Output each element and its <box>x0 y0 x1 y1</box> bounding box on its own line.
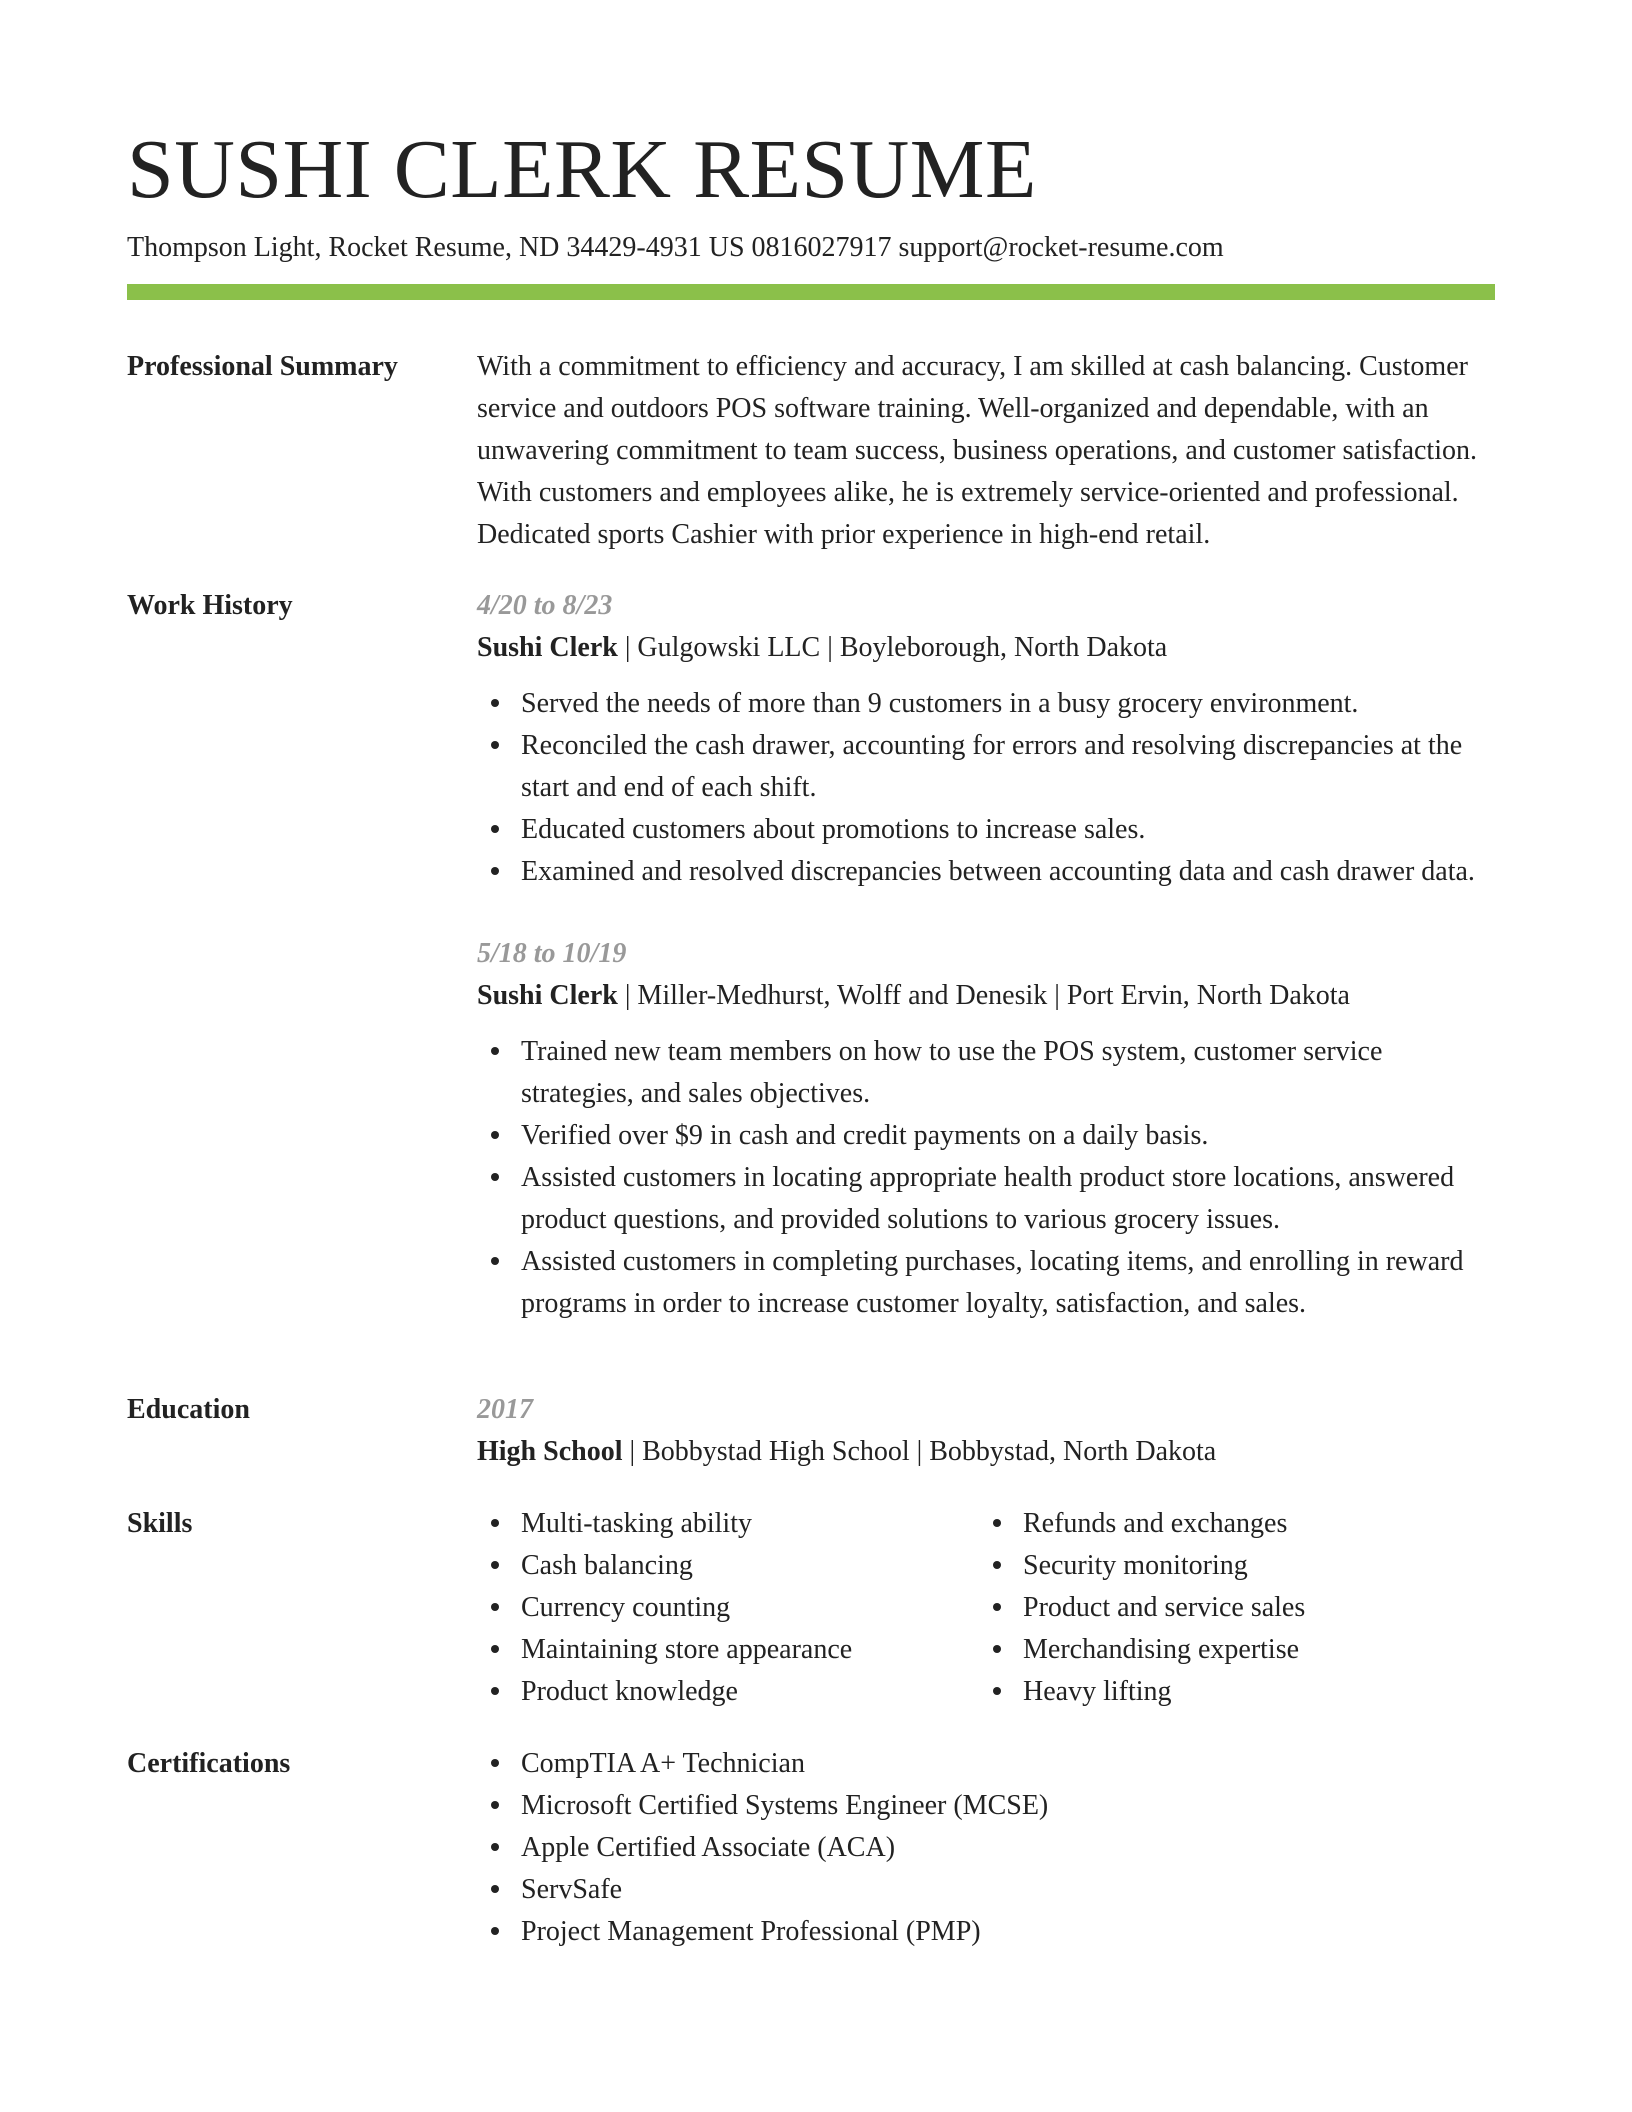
job-entry <box>477 933 1497 1325</box>
job-bullet: Assisted customers in completing purchases, locating items, and enrolling in reward programs in order to increase customer loyalty, satisfaction, and sales. <box>477 1241 1497 1325</box>
skill-item: Security monitoring <box>979 1545 1481 1587</box>
job-details: | Miller-Medhurst, Wolff and Denesik | Port Ervin, North Dakota <box>617 980 1350 1011</box>
skill-item: Maintaining store appearance <box>477 1629 979 1671</box>
skill-item: Heavy lifting <box>979 1671 1481 1713</box>
contact-line <box>127 230 1224 266</box>
education-line <box>477 1431 1497 1473</box>
job-bullet: Trained new team members on how to use the POS system, customer service strategies, and sales objectives. <box>477 1031 1497 1115</box>
education-body <box>477 1389 1497 1473</box>
job-dates: 5/18 to 10/19 <box>477 938 627 969</box>
skill-item: Refunds and exchanges <box>979 1503 1481 1545</box>
resume-title: SUSHI CLERK RESUME <box>127 123 1037 216</box>
skills-label: Skills <box>127 1508 193 1539</box>
skill-item: Currency counting <box>477 1587 979 1629</box>
education-degree: High School <box>477 1436 623 1467</box>
job-bullets <box>477 683 1497 893</box>
job-bullets <box>477 1031 1497 1325</box>
skills-body <box>477 1503 1497 1713</box>
contact-email: support@rocket-resume.com <box>898 232 1224 263</box>
certification-item: Microsoft Certified Systems Engineer (MCSE) <box>477 1785 1497 1827</box>
job-bullet: Verified over $9 in cash and credit payments on a daily basis. <box>477 1115 1497 1157</box>
job-title: Sushi Clerk <box>477 632 618 663</box>
certification-item: CompTIA A+ Technician <box>477 1743 1497 1785</box>
job-bullet: Served the needs of more than 9 customers in a busy grocery environment. <box>477 683 1497 725</box>
header-divider <box>127 284 1495 300</box>
skill-item: Product and service sales <box>979 1587 1481 1629</box>
job-title-line <box>477 627 1497 669</box>
skill-item: Cash balancing <box>477 1545 979 1587</box>
job-bullet: Educated customers about promotions to increase sales. <box>477 809 1497 851</box>
job-details: | Gulgowski LLC | Boyleborough, North Dakota <box>617 632 1168 663</box>
job-bullet: Assisted customers in locating appropriate health product store locations, answered product questions, and provided solutions to various grocery issues. <box>477 1157 1497 1241</box>
education-label: Education <box>127 1394 250 1425</box>
skills-grid <box>477 1503 1497 1713</box>
work-history-body <box>477 585 1497 1325</box>
education-year: 2017 <box>477 1394 533 1425</box>
certifications-label: Certifications <box>127 1748 291 1779</box>
certification-item: Project Management Professional (PMP) <box>477 1911 1497 1953</box>
certification-item: Apple Certified Associate (ACA) <box>477 1827 1497 1869</box>
job-title-line <box>477 975 1497 1017</box>
summary-label: Professional Summary <box>127 351 398 382</box>
summary-body <box>477 346 1497 556</box>
skill-item: Multi-tasking ability <box>477 1503 979 1545</box>
skills-list-right <box>979 1503 1481 1713</box>
job-title: Sushi Clerk <box>477 980 618 1011</box>
education-details: | Bobbystad High School | Bobbystad, North Dakota <box>622 1436 1217 1467</box>
contact-phone: 0816027917 <box>751 232 892 263</box>
certifications-body <box>477 1743 1497 1953</box>
skills-list-left <box>477 1503 979 1713</box>
certifications-list <box>477 1743 1497 1953</box>
job-entry <box>477 585 1497 893</box>
job-bullet: Reconciled the cash drawer, accounting for errors and resolving discrepancies at the start and end of each shift. <box>477 725 1497 809</box>
job-bullet: Examined and resolved discrepancies between accounting data and cash drawer data. <box>477 851 1497 893</box>
skill-item: Product knowledge <box>477 1671 979 1713</box>
certification-item: ServSafe <box>477 1869 1497 1911</box>
job-dates: 4/20 to 8/23 <box>477 590 613 621</box>
summary-text: With a commitment to efficiency and accuracy, I am skilled at cash balancing. Customer service and outdoors POS software training. Well-organized and dependable, with an unwavering commitment to team success, business operations, and customer satisfaction. With customers and employees alike, he is extremely service-oriented and professional. Dedicated sports Cashier with prior experience in high-end retail. <box>477 351 1477 550</box>
work-history-label: Work History <box>127 590 293 621</box>
skill-item: Merchandising expertise <box>979 1629 1481 1671</box>
contact-address: Thompson Light, Rocket Resume, ND 34429-4931 US <box>127 232 745 263</box>
